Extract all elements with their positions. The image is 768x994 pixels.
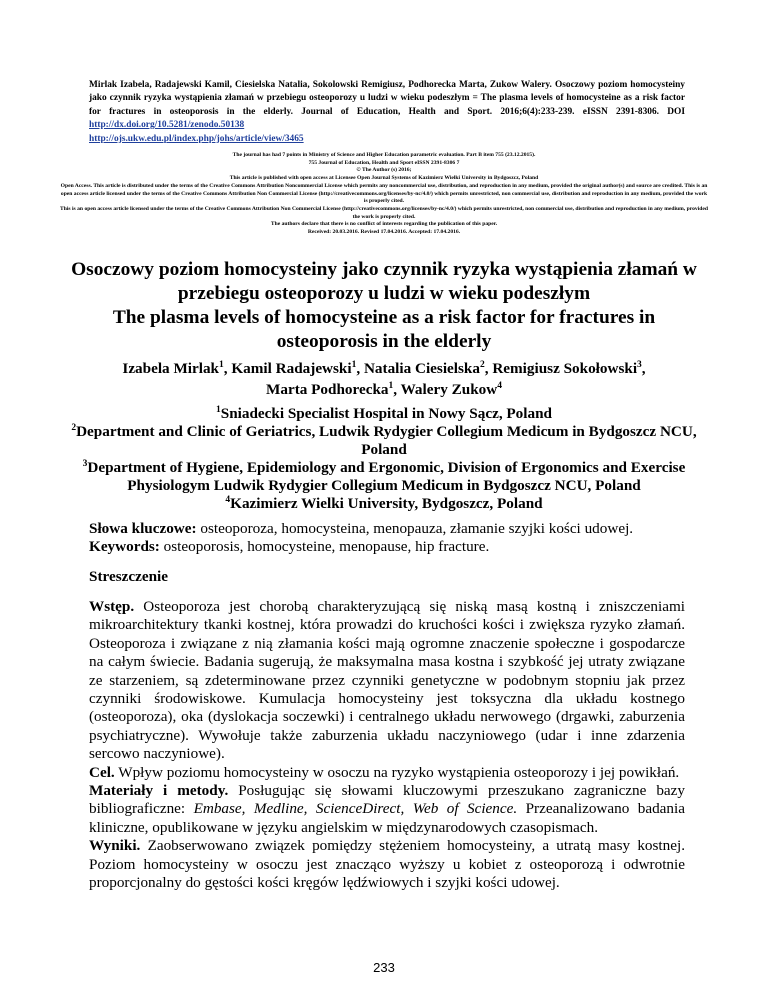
author-name: Marta Podhorecka [266, 381, 389, 398]
author-affiliation-mark: 3 [637, 359, 642, 370]
citation-text: Mirlak Izabela, Radajewski Kamil, Ciesielska Natalia, Sokolowski Remigiusz, Podhorecka Marta, Zukow Walery. Osoczowy poziom homocysteiny jako czynnik ryzyka wystąpienia złamań w przebiegu osteoporozy u ludzi w wieku podeszłym = The plasma levels of homocysteine as a risk factor for fractures in osteoporosis in the elderly. Journal of Education, Health and Sport. 2016;6(4):233-239. eISSN 2391-8306. DOI [89, 80, 685, 117]
journal-info-line: This article is published with open access at Licensee Open Journal Systems of Kazimierz Wielki University in Bydgoszcz, Poland [229, 175, 539, 182]
author-affiliation-mark: 1 [388, 380, 394, 391]
journal-info-line: 755 Journal of Education, Health and Sport eISSN 2391-8306 7 [308, 159, 460, 166]
affiliation-item: $^4$Kazimierz Wielki University, Bydgoszcz, Poland [225, 494, 543, 512]
abstract-body [89, 598, 685, 893]
abstract-results: Wyniki. Zaobserwowano związek pomiędzy stężeniem homocysteiny, a utratą masy kostnej. Poziom homocysteiny w osoczu jest znacząco wyższy u kobiet z osteoporozą i odwrotnie proporcjonalny do gęstości kości kręgów lędźwiowych i szyjki kości udowej. [89, 837, 685, 892]
citation-block [89, 79, 685, 146]
author-name: Izabela Mirlak [122, 360, 220, 377]
affiliation-list [60, 405, 708, 513]
journal-info-block [60, 152, 708, 237]
affiliation-item: $^1$Sniadecki Specialist Hospital in Nowy Sącz, Poland [216, 404, 552, 422]
title-english: The plasma levels of homocysteine as a risk factor for fractures in osteoporosis in the elderly [112, 307, 656, 352]
author-list: Izabela Mirlak$^1$, Kamil Radajewski$^1$, Natalia Ciesielska$^2$, Remigiusz Sokołowski$^3$, Marta Podhorecka$^1$, Walery Zukow$^4$ [122, 359, 646, 398]
journal-info-line: This is an open access article licensed under the terms of the Creative Commons Attribution Non Commercial License (http://creativecommons.org/licenses/by-nc/4.0/) which permits unrestricted, non commercial use, distribution and reproduction in any medium, provided the work is properly cited. [60, 205, 708, 220]
title-polish: Osoczowy poziom homocysteiny jako czynnik ryzyka wystąpienia złamań w przebiegu osteoporozy u ludzi w wieku podeszłym [71, 259, 697, 304]
journal-info-line: Received: 20.03.2016. Revised 17.04.2016. Accepted: 17.04.2016. [307, 229, 461, 236]
doi-link[interactable]: http://dx.doi.org/10.5281/zenodo.50138 [89, 120, 245, 131]
keywords-block [89, 520, 685, 556]
author-affiliation-mark: 1 [219, 359, 224, 370]
author-name: Remigiusz Sokołowski [492, 360, 638, 377]
author-affiliation-mark: 2 [479, 359, 485, 370]
abstract-aim: Cel. Wpływ poziomu homocysteiny w osoczu na ryzyko wystąpienia osteoporozy i jej powikłań. [89, 763, 680, 781]
journal-info-line: Open Access. This article is distributed under the terms of the Creative Commons Attribution Noncommercial License which permits any noncommercial use, distribution, and reproduction in any medium, provided the original author(s) and source are credited. This is an open access article licensed under the terms of the Creative Commons Attribution Non Commercial License (http://creativecommons.org/licenses/by-nc/4.0/) which permits unrestricted, non commercial use, distribution and reproduction in any medium, provided the work is properly cited. [60, 182, 708, 205]
paper-title [60, 258, 708, 354]
article-url-link[interactable]: http://ojs.ukw.edu.pl/index.php/johs/article/view/3465 [89, 133, 304, 144]
author-affiliation-mark: 4 [497, 380, 502, 391]
author-name: Walery Zukow [400, 381, 498, 398]
author-name: Kamil Radajewski [231, 360, 352, 377]
abstract-intro: Wstęp. Osteoporoza jest chorobą charakteryzującą się niską masą kostną i zniszczeniami mikroarchitektury tkanki kostnej, która prowadzi do kruchości kości i zwiększa ryzyko złamań. Osteoporoza i związane z nią złamania kości mają ogromne znaczenie społeczne i gospodarcze na całym świecie. Badania sugerują, że maksymalna masa kostna i szybkość jej utraty związane ze starzeniem, są zdeterminowane przez czynniki genetyczne w podobnym stopniu jak przez czynniki środowiskowe. Kumulacja homocysteiny jest toksyczna dla układu kostnego (osteoporoza), oka (dyslokacja soczewki) i centralnego układu nerwowego (drgawki, zaburzenia psychiatryczne). Wywołuje także zaburzenia układu naczyniowego (udar i inne zdarzenia sercowo naczyniowe). [89, 598, 685, 763]
author-name: Natalia Ciesielska [363, 360, 480, 377]
abstract-heading: Streszczenie [89, 568, 168, 585]
affiliation-item: $^2$Department and Clinic of Geriatrics, Ludwik Rydygier Collegium Medicum in Bydgoszcz NCU, Poland [71, 422, 697, 458]
journal-info-line: The authors declare that there is no conflict of interests regarding the publication of this paper. [270, 221, 498, 228]
affiliation-item: $^3$Department of Hygiene, Epidemiology and Ergonomic, Division of Ergonomics and Exercise Physiologym Ludwik Rydygier Collegium Medicum in Bydgoszcz NCU, Poland [82, 458, 686, 494]
abstract-methods: Materiały i metody. Posługując się słowami kluczowymi przeszukano zagraniczne bazy bibliograficzne: Embase, Medline, ScienceDirect, Web of Science. Przeanalizowano badania kliniczne, opublikowane w języku angielskim w międzynarodowych czasopismach. [89, 782, 686, 836]
author-affiliation-mark: 1 [351, 359, 357, 370]
journal-info-line: The journal has had 7 points in Ministry of Science and Higher Education parametric evaluation. Part B item 755 (23.12.2015). [232, 152, 536, 158]
journal-info-line: © The Author (s) 2016; [356, 167, 412, 174]
page-number: 233 [373, 960, 395, 975]
keywords-english: Keywords: osteoporosis, homocysteine, menopause, hip fracture. [89, 538, 490, 555]
keywords-polish: Słowa kluczowe: osteoporoza, homocysteina, menopauza, złamanie szyjki kości udowej. [89, 520, 634, 537]
